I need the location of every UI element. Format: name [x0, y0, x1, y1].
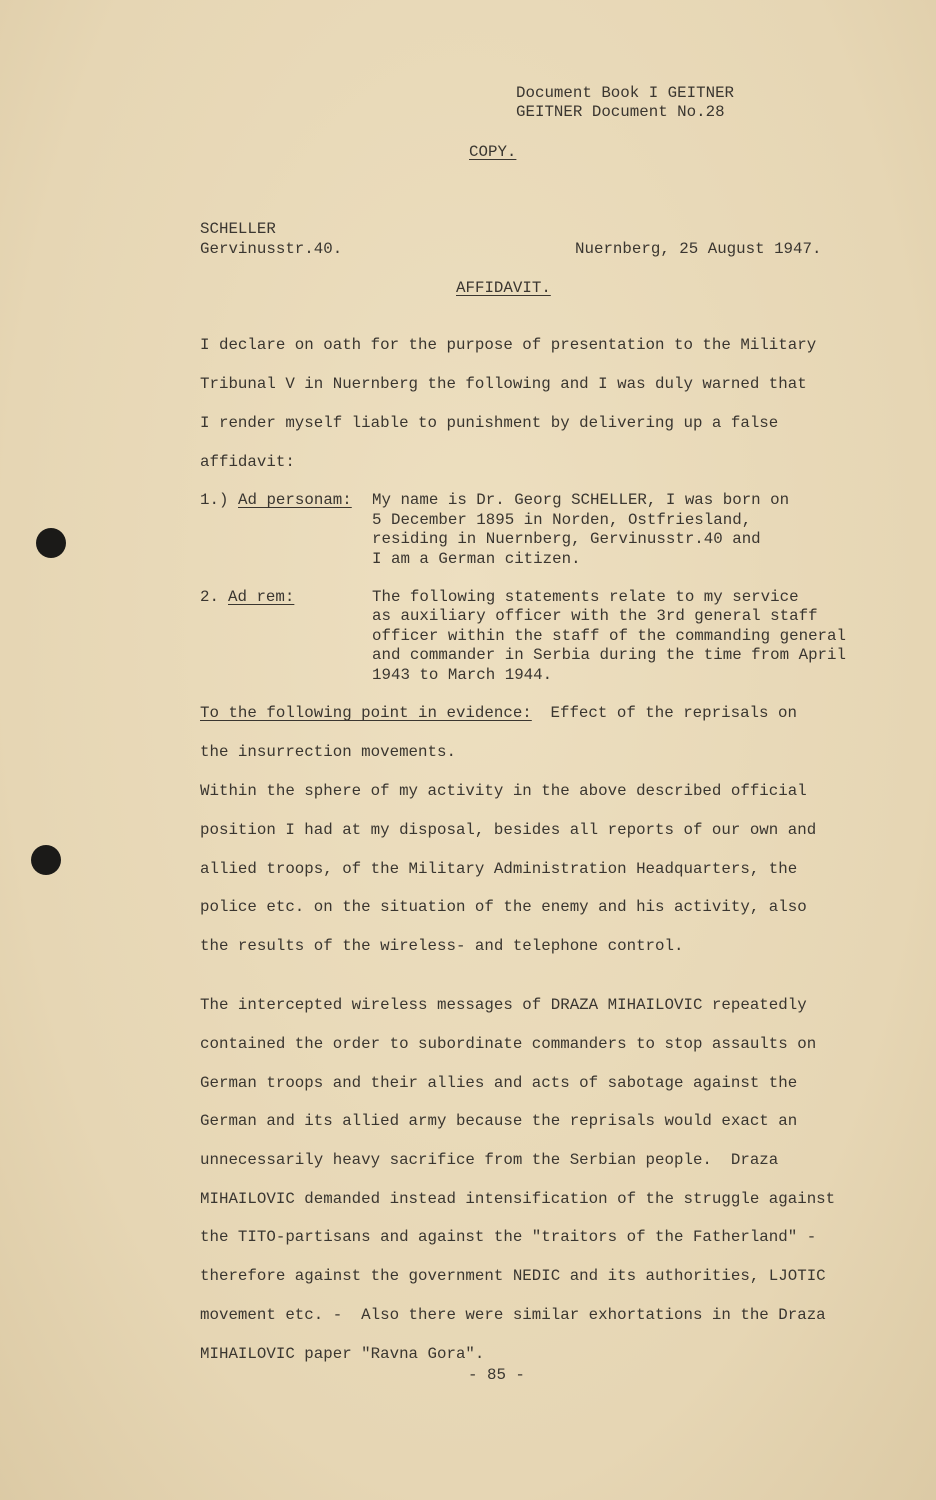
item-number: 2.	[200, 588, 219, 606]
paragraph-line: police etc. on the situation of the enemy and his activity, also	[200, 898, 807, 916]
affidavit-title: AFFIDAVIT.	[456, 279, 551, 297]
item-text-line: and commander in Serbia during the time from April	[372, 646, 846, 664]
document-book-header: Document Book I GEITNER	[516, 84, 735, 102]
item-text-line: officer within the staff of the commanding general	[372, 627, 846, 645]
paragraph-line: the TITO-partisans and against the "traitors of the Fatherland" -	[200, 1228, 817, 1246]
paragraph-line: position I had at my disposal, besides all reports of our own and	[200, 821, 817, 839]
sender-address: Gervinusstr.40.	[200, 240, 343, 258]
paragraph-line: therefore against the government NEDIC and its authorities, LJOTIC	[200, 1267, 826, 1285]
intro-line: I declare on oath for the purpose of presentation to the Military	[200, 336, 817, 354]
paragraph-line: the results of the wireless- and telephone control.	[200, 937, 684, 955]
item-number: 1.)	[200, 491, 229, 509]
place-date: Nuernberg, 25 August 1947.	[575, 240, 822, 258]
paragraph-line: movement etc. - Also there were similar exhortations in the Draza	[200, 1306, 826, 1324]
paragraph-line: German troops and their allies and acts of sabotage against the	[200, 1074, 798, 1092]
paragraph-line: MIHAILOVIC demanded instead intensification of the struggle against	[200, 1190, 836, 1208]
intro-line: Tribunal V in Nuernberg the following and I was duly warned that	[200, 375, 807, 393]
paragraph-line: unnecessarily heavy sacrifice from the Serbian people. Draza	[200, 1151, 779, 1169]
paragraph-line: contained the order to subordinate commanders to stop assaults on	[200, 1035, 817, 1053]
page-number: - 85 -	[468, 1366, 525, 1384]
paragraph-line: MIHAILOVIC paper "Ravna Gora".	[200, 1345, 485, 1363]
item-text-line: as auxiliary officer with the 3rd general staff	[372, 607, 818, 625]
evidence-text: Effect of the reprisals on	[541, 704, 797, 722]
punch-hole	[31, 845, 61, 875]
item-label: Ad personam:	[238, 491, 352, 509]
item-text-line: The following statements relate to my service	[372, 588, 799, 606]
document-number: GEITNER Document No.28	[516, 103, 725, 121]
intro-line: I render myself liable to punishment by delivering up a false	[200, 414, 779, 432]
item-text-line: residing in Nuernberg, Gervinusstr.40 and	[372, 530, 761, 548]
paragraph-line: The intercepted wireless messages of DRAZA MIHAILOVIC repeatedly	[200, 996, 807, 1014]
sender-name: SCHELLER	[200, 220, 276, 238]
evidence-text: the insurrection movements.	[200, 743, 456, 761]
item-text-line: My name is Dr. Georg SCHELLER, I was born on	[372, 491, 790, 509]
item-text-line: I am a German citizen.	[372, 550, 581, 568]
punch-hole	[36, 528, 66, 558]
item-text-line: 5 December 1895 in Norden, Ostfriesland,	[372, 511, 752, 529]
paragraph-line: allied troops, of the Military Administration Headquarters, the	[200, 860, 798, 878]
item-text-line: 1943 to March 1944.	[372, 666, 553, 684]
intro-line: affidavit:	[200, 453, 295, 471]
item-label: Ad rem:	[228, 588, 295, 606]
paragraph-line: Within the sphere of my activity in the above described official	[200, 782, 807, 800]
copy-label: COPY.	[469, 143, 517, 161]
paragraph-line: German and its allied army because the reprisals would exact an	[200, 1112, 798, 1130]
evidence-label: To the following point in evidence:	[200, 704, 532, 722]
